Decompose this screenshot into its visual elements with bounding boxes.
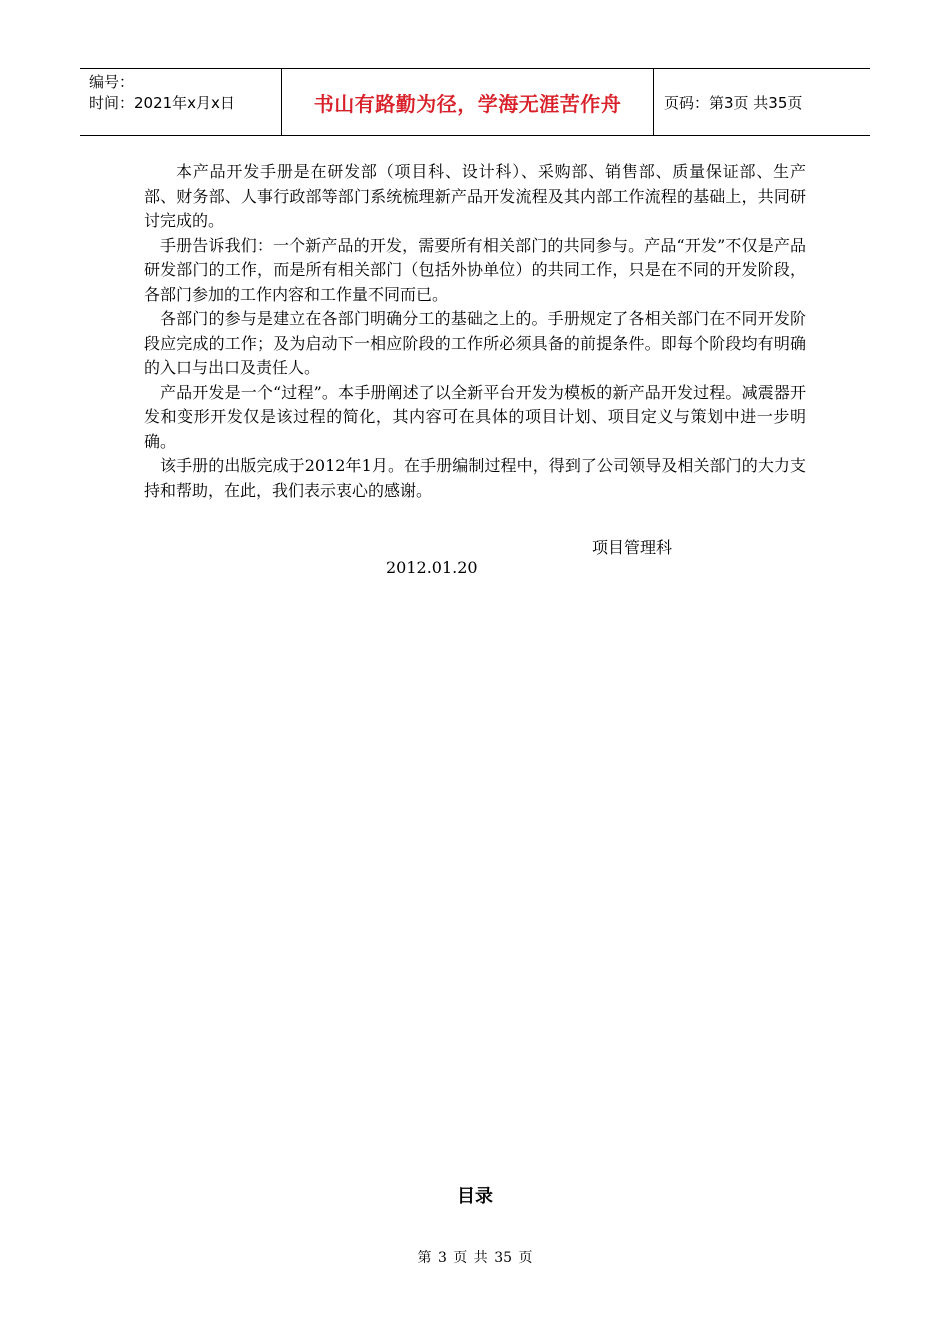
header-page-number: 页码：第3页 共35页	[664, 94, 803, 112]
header-page-cell	[654, 69, 870, 136]
header-motto-cell	[281, 69, 654, 136]
preface-paragraph: 本产品开发手册是在研发部（项目科、设计科）、采购部、销售部、质量保证部、生产部、财务部、人事行政部等部门系统梳理新产品开发流程及其内部工作流程的基础上，共同研讨完成的。	[144, 162, 806, 230]
preface-body	[144, 160, 806, 503]
preface-paragraph: 该手册的出版完成于2012年1月。在手册编制过程中，得到了公司领导及相关部门的大力支持和帮助，在此，我们表示衷心的感谢。	[144, 456, 806, 500]
signature-department: 项目管理科	[592, 538, 673, 557]
signature-date: 2012.01.20	[386, 558, 478, 577]
time-label: 时间：2021年x月x日	[89, 94, 235, 112]
preface-paragraph: 手册告诉我们：一个新产品的开发，需要所有相关部门的共同参与。产品“开发”不仅是产品研发部门的工作，而是所有相关部门（包括外协单位）的共同工作，只是在不同的开发阶段，各部门参加的工作内容和工作量不同而已。	[144, 235, 806, 304]
header-motto: 书山有路勤为径，学海无涯苦作舟	[313, 92, 622, 116]
header-meta	[80, 69, 281, 136]
preface-paragraph: 产品开发是一个“过程”。本手册阐述了以全新平台开发为模板的新产品开发过程。减震器开发和变形开发仅是该过程的简化，其内容可在具体的项目计划、项目定义与策划中进一步明确。	[144, 382, 806, 451]
toc-heading: 目录	[457, 1186, 493, 1207]
page-footer: 第 3 页 共 35 页	[417, 1250, 533, 1266]
page-header	[80, 68, 870, 136]
serial-number-label: 编号：	[89, 73, 135, 91]
preface-paragraph: 各部门的参与是建立在各部门明确分工的基础之上的。手册规定了各相关部门在不同开发阶段应完成的工作；及为启动下一相应阶段的工作所必须具备的前提条件。即每个阶段均有明确的入口与出口及责任人。	[144, 309, 806, 377]
